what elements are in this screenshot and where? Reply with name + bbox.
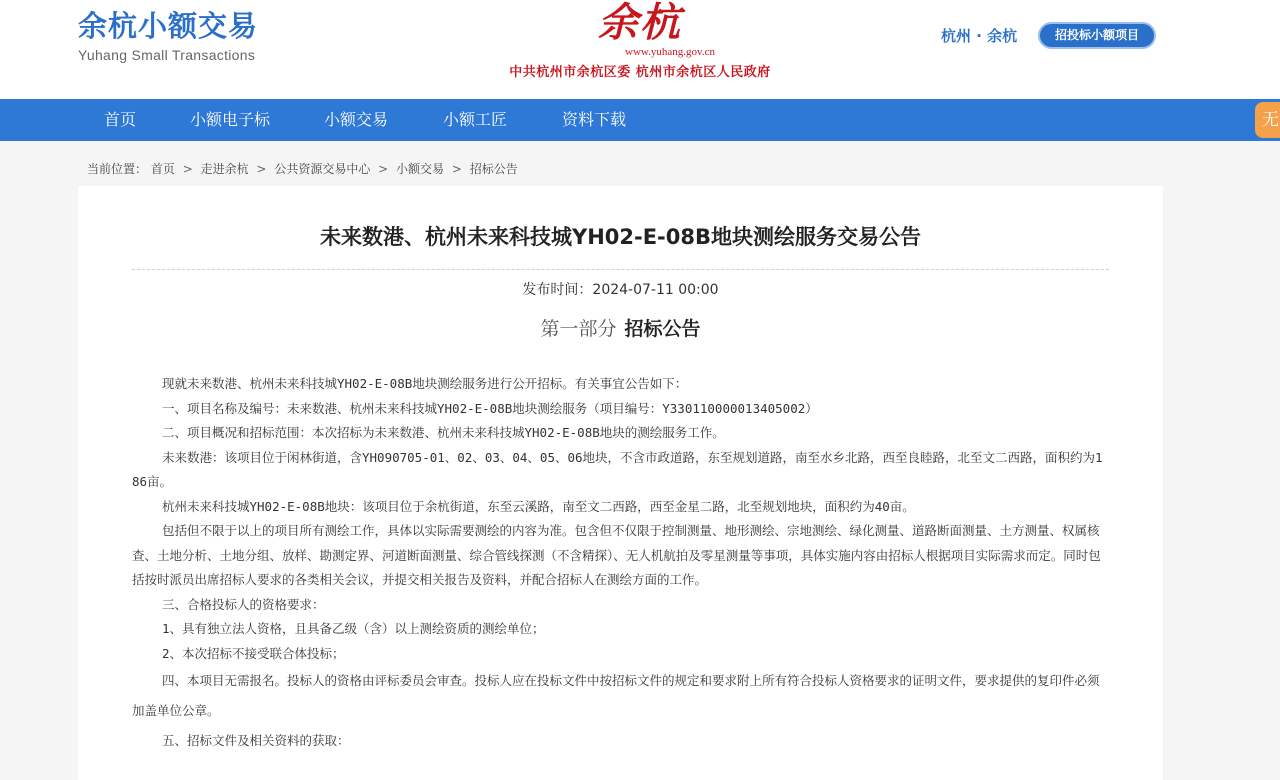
breadcrumb [87,160,518,178]
article-paragraph: 三、合格投标人的资格要求： [162,596,325,612]
site-header [0,0,1280,99]
article-paragraph: 2、本次招标不接受联合体投标； [162,645,345,661]
breadcrumb-small-transactions[interactable]: 小额交易 [396,162,445,176]
nav-item-small-craftsmen[interactable]: 小额工匠 [443,110,508,129]
main-nav [0,99,1280,141]
breadcrumb-separator: > [451,162,462,176]
nav-item-downloads[interactable]: 资料下载 [562,110,627,129]
yuhang-calligraphy-logo: 余杭 [598,0,682,46]
article-paragraph: 杭州未来科技城YH02-E-08B地块：该项目位于余杭街道，东至云溪路，南至文二西路，西至金星二路，北至规划地块，面积约为40亩。 [162,498,915,514]
article-paragraph: 未来数港：该项目位于闲林街道，含YH090705-01、02、03、04、05、06地块，不含市政道路，东至规划道路，南至水乡北路，西至良睦路，北至文二西路，面积约为186亩。 [132,449,1103,489]
breadcrumb-prefix: 当前位置： [87,162,148,176]
article-container [78,186,1163,780]
nav-item-small-transactions[interactable]: 小额交易 [324,110,389,129]
article-paragraph: 现就未来数港、杭州未来科技城YH02-E-08B地块测绘服务进行公开招标。有关事宜公告如下： [162,376,688,391]
breadcrumb-bid-announcement[interactable]: 招标公告 [469,162,518,176]
nav-item-small-e-bid[interactable]: 小额电子标 [190,110,271,129]
section-heading [78,314,1163,344]
nav-item-home[interactable]: 首页 [104,110,137,129]
article-paragraph: 五、招标文件及相关资料的获取： [162,733,350,748]
small-bidding-projects-button[interactable]: 招投标小额项目 [1038,22,1156,49]
article-paragraph: 二、项目概况和招标范围：本次招标为未来数港、杭州未来科技城YH02-E-08B地块的测绘服务工作。 [162,425,725,440]
section-part-label: 第一部分 [540,318,617,340]
government-org-name: 中共杭州市余杭区委 杭州市余杭区人民政府 [509,65,771,80]
brand-title: 余杭小额交易 [78,9,259,43]
publish-time: 发布时间：2024-07-11 00:00 [522,282,719,298]
breadcrumb-public-resources[interactable]: 公共资源交易中心 [274,162,371,176]
title-divider [132,269,1109,270]
breadcrumb-separator: > [256,162,267,176]
government-logo[interactable] [490,0,790,90]
article-paragraph: 1、具有独立法人资格，且具备乙级（含）以上测绘资质的测绘单位； [162,621,545,636]
breadcrumb-about-yuhang[interactable]: 走进余杭 [200,162,249,176]
region-label: 杭州 · 余杭 [941,27,1018,45]
article-title: 未来数港、杭州未来科技城YH02-E-08B地块测绘服务交易公告 [319,225,921,249]
brand-subtitle: Yuhang Small Transactions [78,47,256,63]
breadcrumb-home[interactable]: 首页 [150,162,175,176]
logo-url: www.yuhang.gov.cn [625,46,715,58]
article-paragraph: 四、本项目无需报名。投标人的资格由评标委员会审查。投标人应在投标文件中按招标文件的规定和要求附上所有符合投标人资格要求的证明文件，要求提供的复印件必须加盖单位公章。 [132,673,1100,718]
section-part-title: 招标公告 [624,318,701,340]
breadcrumb-separator: > [182,162,193,176]
article-body [132,372,1110,756]
article-paragraph: 一、项目名称及编号：未来数港、杭州未来科技城YH02-E-08B地块测绘服务（项目编号：Y330110000013405002） [162,400,818,416]
accessibility-float-button[interactable]: 无 [1255,102,1280,138]
article-paragraph: 包括但不限于以上的项目所有测绘工作，具体以实际需要测绘的内容为准。包含但不仅限于控制测量、地形测绘、宗地测绘、绿化测量、道路断面测量、土方测量、权属核查、土地分析、土地分组、放样、勘测定界、河道断面测量、综合管线探测（不含精探）、无人机航拍及零星测量等事项，具体实施内容由招标人根据项目实际需求而定。同时包括按时派员出席招标人要求的各类相关会议，并提交相关报告及资料，并配合招标人在测绘方面的工作。 [132,523,1101,587]
brand-logo[interactable] [78,8,258,64]
breadcrumb-separator: > [378,162,389,176]
